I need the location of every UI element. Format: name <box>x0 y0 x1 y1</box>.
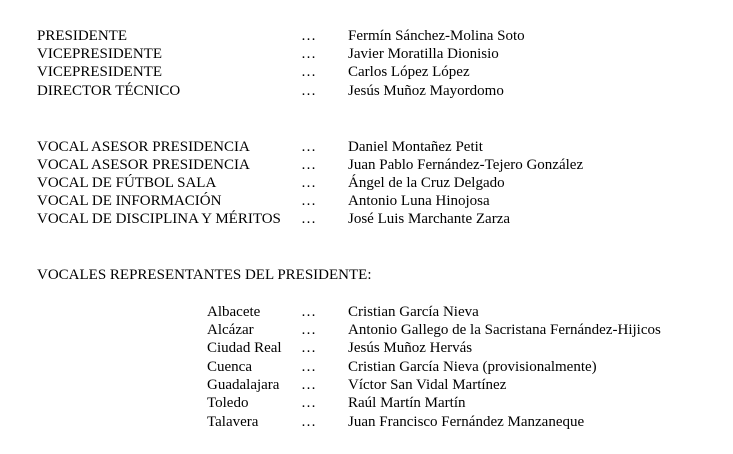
place-label: Toledo <box>207 395 249 411</box>
person-name: Juan Francisco Fernández Manzaneque <box>348 414 585 430</box>
dots-separator: … <box>301 64 316 80</box>
dots-separator: … <box>301 395 316 411</box>
place-label: Guadalajara <box>207 377 280 393</box>
place-label: Albacete <box>207 304 261 320</box>
person-name: Juan Pablo Fernández-Tejero González <box>348 157 584 173</box>
person-name: Cristian García Nieva (provisionalmente) <box>348 359 597 375</box>
place-label: Talavera <box>207 414 259 430</box>
role-label: DIRECTOR TÉCNICO <box>37 83 181 99</box>
dots-separator: … <box>301 414 316 430</box>
role-label: VICEPRESIDENTE <box>37 46 162 62</box>
role-label: VOCAL ASESOR PRESIDENCIA <box>37 139 250 155</box>
role-label: VOCAL DE INFORMACIÓN <box>37 193 222 209</box>
person-name: Ángel de la Cruz Delgado <box>348 175 505 191</box>
dots-separator: … <box>301 175 316 191</box>
dots-separator: … <box>301 193 316 209</box>
person-name: Antonio Luna Hinojosa <box>348 193 490 209</box>
person-name: Raúl Martín Martín <box>348 395 466 411</box>
person-name: Carlos López López <box>348 64 470 80</box>
person-name: Javier Moratilla Dionisio <box>348 46 499 62</box>
dots-separator: … <box>301 28 316 44</box>
dots-separator: … <box>301 46 316 62</box>
section-title: VOCALES REPRESENTANTES DEL PRESIDENTE: <box>37 267 372 283</box>
dots-separator: … <box>301 322 316 338</box>
role-label: PRESIDENTE <box>37 28 127 44</box>
person-name: Daniel Montañez Petit <box>348 139 483 155</box>
person-name: Víctor San Vidal Martínez <box>348 377 507 393</box>
person-name: Jesús Muñoz Mayordomo <box>348 83 504 99</box>
dots-separator: … <box>301 359 316 375</box>
person-name: Antonio Gallego de la Sacristana Fernández-Hijicos <box>348 322 661 338</box>
person-name: Cristian García Nieva <box>348 304 479 320</box>
role-label: VOCAL ASESOR PRESIDENCIA <box>37 157 250 173</box>
place-label: Cuenca <box>207 359 252 375</box>
dots-separator: … <box>301 377 316 393</box>
dots-separator: … <box>301 83 316 99</box>
dots-separator: … <box>301 340 316 356</box>
dots-separator: … <box>301 157 316 173</box>
role-label: VICEPRESIDENTE <box>37 64 162 80</box>
dots-separator: … <box>301 139 316 155</box>
person-name: José Luis Marchante Zarza <box>348 211 511 227</box>
role-label: VOCAL DE DISCIPLINA Y MÉRITOS <box>37 211 281 227</box>
dots-separator: … <box>301 211 316 227</box>
place-label: Ciudad Real <box>207 340 282 356</box>
role-label: VOCAL DE FÚTBOL SALA <box>37 175 217 191</box>
person-name: Fermín Sánchez-Molina Soto <box>348 28 525 44</box>
place-label: Alcázar <box>207 322 254 338</box>
dots-separator: … <box>301 304 316 320</box>
person-name: Jesús Muñoz Hervás <box>348 340 473 356</box>
